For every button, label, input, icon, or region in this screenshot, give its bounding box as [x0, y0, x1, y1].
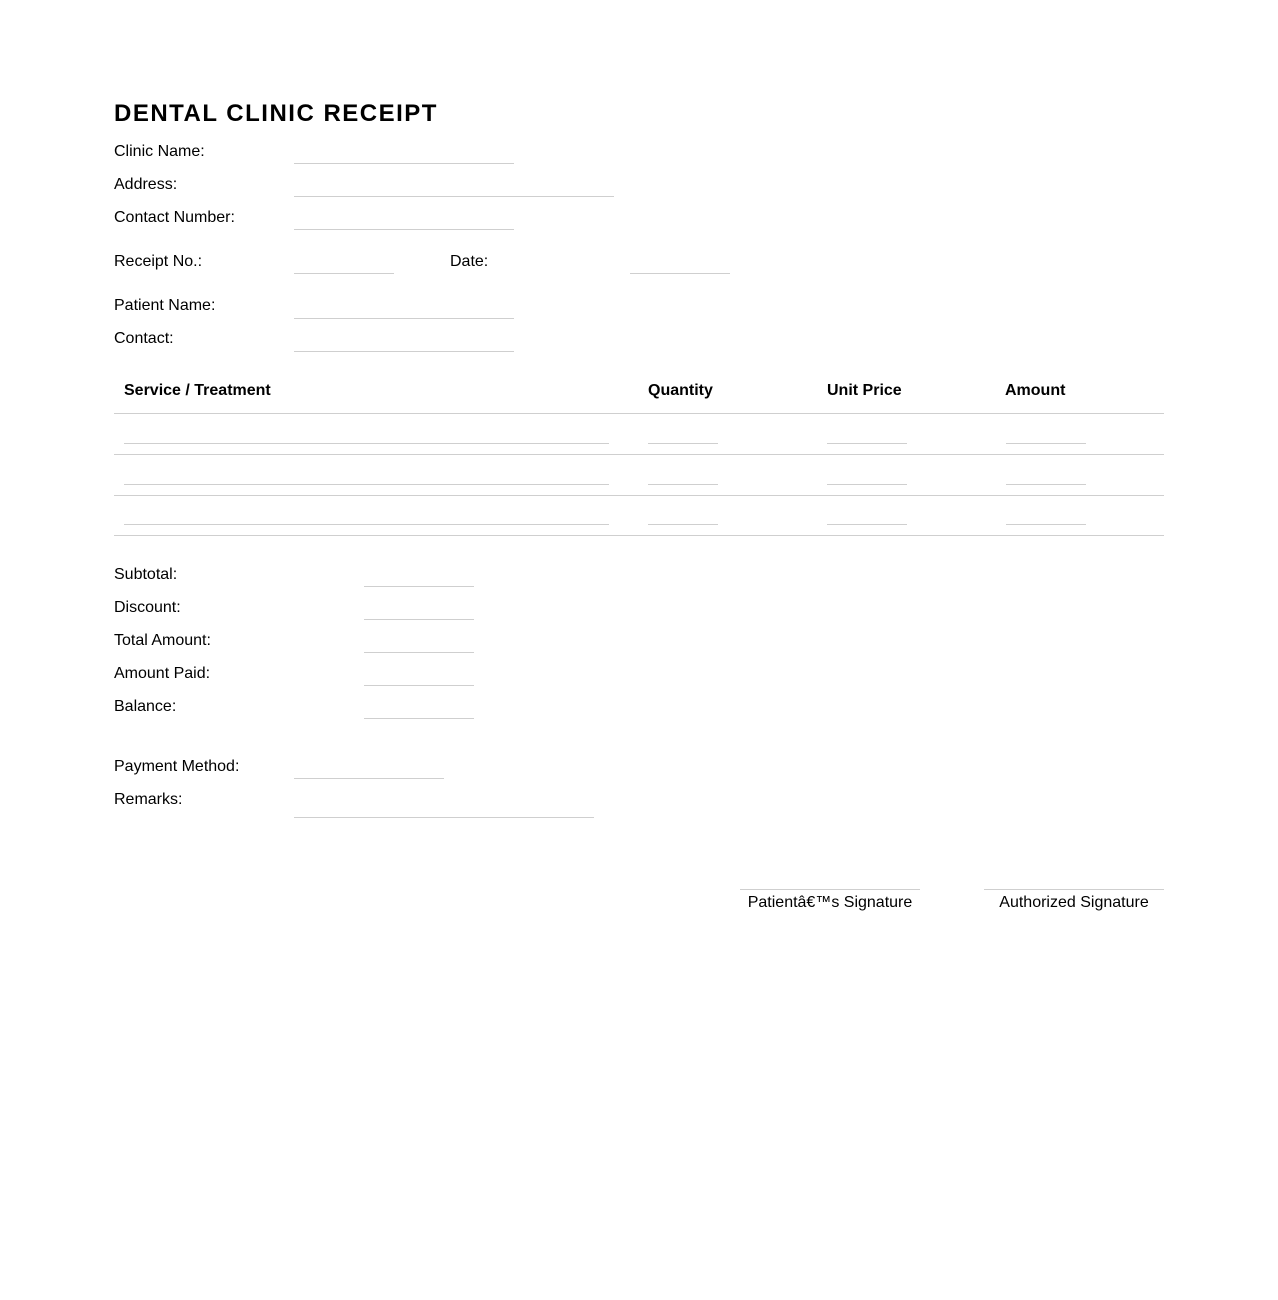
contact-number-label: Contact Number:: [114, 209, 235, 226]
patient-signature-line[interactable]: [740, 889, 920, 912]
payment-method-label: Payment Method:: [114, 758, 240, 775]
address-row: [114, 173, 1164, 197]
service-field[interactable]: [124, 484, 609, 485]
subtotal-field[interactable]: [364, 586, 474, 587]
services-table-header: [114, 378, 1164, 414]
contact-number-row: [114, 206, 1164, 230]
amount-field[interactable]: [1006, 484, 1086, 485]
table-row: [114, 495, 1164, 536]
clinic-name-row: [114, 140, 1164, 164]
patient-name-label: Patient Name:: [114, 297, 216, 314]
remarks-row: [114, 788, 1164, 812]
amount-field[interactable]: [1006, 443, 1086, 444]
total-amount-label: Total Amount:: [114, 632, 211, 649]
balance-row: [114, 695, 1164, 719]
amount-paid-field[interactable]: [364, 685, 474, 686]
total-amount-field[interactable]: [364, 652, 474, 653]
header-service: Service / Treatment: [124, 382, 271, 399]
unit-price-field[interactable]: [827, 443, 907, 444]
remarks-field[interactable]: [294, 817, 594, 818]
clinic-name-label: Clinic Name:: [114, 143, 205, 160]
subtotal-label: Subtotal:: [114, 566, 178, 583]
discount-field[interactable]: [364, 619, 474, 620]
address-label: Address:: [114, 176, 178, 193]
patient-name-field[interactable]: [294, 318, 514, 319]
amount-paid-label: Amount Paid:: [114, 665, 211, 682]
address-field[interactable]: [294, 196, 614, 197]
patient-name-row: [114, 294, 1164, 318]
unit-price-field[interactable]: [827, 484, 907, 485]
patient-contact-field[interactable]: [294, 351, 514, 352]
clinic-name-field[interactable]: [294, 163, 514, 164]
amount-field[interactable]: [1006, 524, 1086, 525]
receipt-number-label: Receipt No.:: [114, 253, 203, 270]
patient-contact-label: Contact:: [114, 330, 174, 347]
service-field[interactable]: [124, 443, 609, 444]
quantity-field[interactable]: [648, 524, 718, 525]
service-field[interactable]: [124, 524, 609, 525]
date-label: Date:: [450, 253, 489, 270]
quantity-field[interactable]: [648, 443, 718, 444]
quantity-field[interactable]: [648, 484, 718, 485]
payment-method-row: [114, 755, 1164, 779]
receipt-number-row: [114, 250, 1164, 274]
table-row: [114, 455, 1164, 496]
authorized-signature-line[interactable]: [984, 889, 1164, 912]
subtotal-row: [114, 563, 1164, 587]
header-quantity: Quantity: [648, 382, 713, 399]
patient-contact-row: [114, 327, 1164, 351]
header-amount: Amount: [1005, 382, 1066, 399]
unit-price-field[interactable]: [827, 524, 907, 525]
receipt-number-field[interactable]: [294, 273, 394, 274]
authorized-signature-label: Authorized Signature: [999, 894, 1149, 911]
payment-method-field[interactable]: [294, 778, 444, 779]
contact-number-field[interactable]: [294, 229, 514, 230]
balance-field[interactable]: [364, 718, 474, 719]
document-title: DENTAL CLINIC RECEIPT: [114, 100, 438, 127]
discount-row: [114, 596, 1164, 620]
table-row: [114, 414, 1164, 455]
patient-signature-label: Patientâ€™s Signature: [747, 894, 913, 911]
total-amount-row: [114, 629, 1164, 653]
amount-paid-row: [114, 662, 1164, 686]
balance-label: Balance:: [114, 698, 177, 715]
discount-label: Discount:: [114, 599, 181, 616]
date-field[interactable]: [630, 273, 730, 274]
header-unit-price: Unit Price: [827, 382, 902, 399]
remarks-label: Remarks:: [114, 791, 183, 808]
